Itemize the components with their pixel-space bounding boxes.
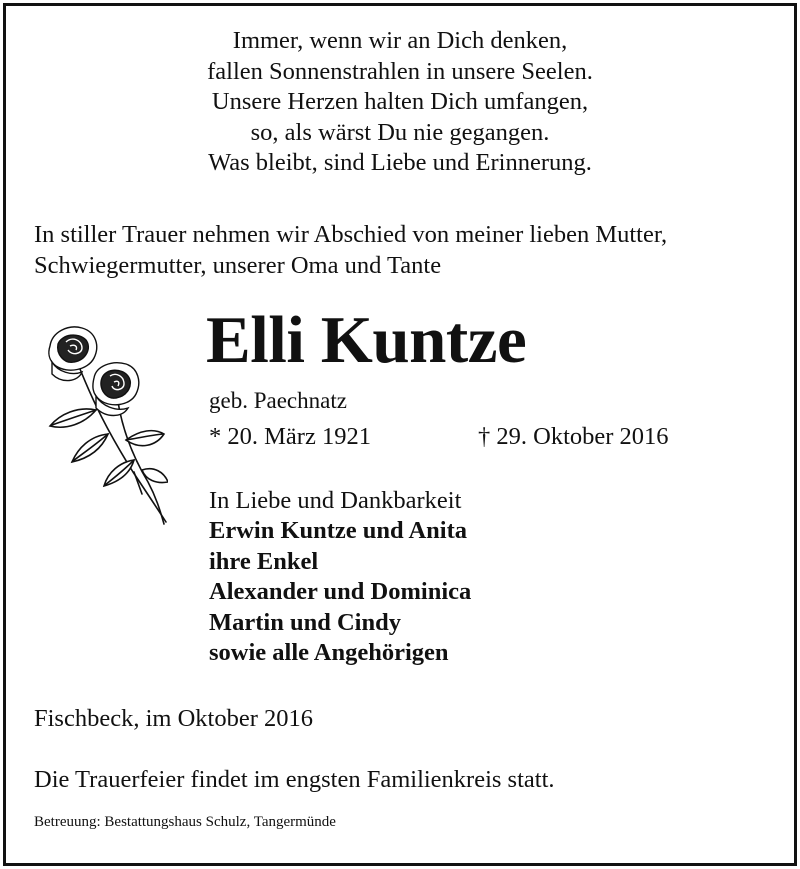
poem-line: so, als wärst Du nie gegangen. [250,118,550,146]
poem [0,26,800,179]
mourners-list [209,516,471,669]
intro-text [34,219,774,281]
intro-line: Schwiegermutter, unserer Oma und Tante [34,252,442,279]
poem-line: Unsere Herzen halten Dich umfangen, [211,88,589,115]
mourners-intro: In Liebe und Dankbarkeit [209,487,462,514]
mourner-entry: sowie alle Angehörigen [209,639,449,666]
mourner-entry: ihre Enkel [209,547,319,575]
place-date: Fischbeck, im Oktober 2016 [34,705,313,732]
funeral-service-note: Die Trauerfeier findet im engsten Familienkreis statt. [34,766,555,793]
poem-line: fallen Sonnenstrahlen in unsere Seelen. [207,57,593,85]
maiden-name: geb. Paechnatz [209,388,347,413]
mourner-entry: Martin und Cindy [209,608,401,636]
poem-line: Immer, wenn wir an Dich denken, [232,27,568,54]
mourner-entry: Erwin Kuntze und Anita [209,517,467,544]
undertaker-credit: Betreuung: Bestattungshaus Schulz, Tangermünde [34,814,336,830]
rose-icon [38,322,168,528]
mourner-entry: Alexander und Dominica [209,578,472,605]
birth-date: * 20. März 1921 [209,423,371,450]
poem-line: Was bleibt, sind Liebe und Erinnerung. [208,149,592,176]
death-date: † 29. Oktober 2016 [478,423,669,450]
intro-line: In stiller Trauer nehmen wir Abschied von meiner lieben Mutter, [34,221,668,248]
deceased-name: Elli Kuntze [206,303,527,377]
